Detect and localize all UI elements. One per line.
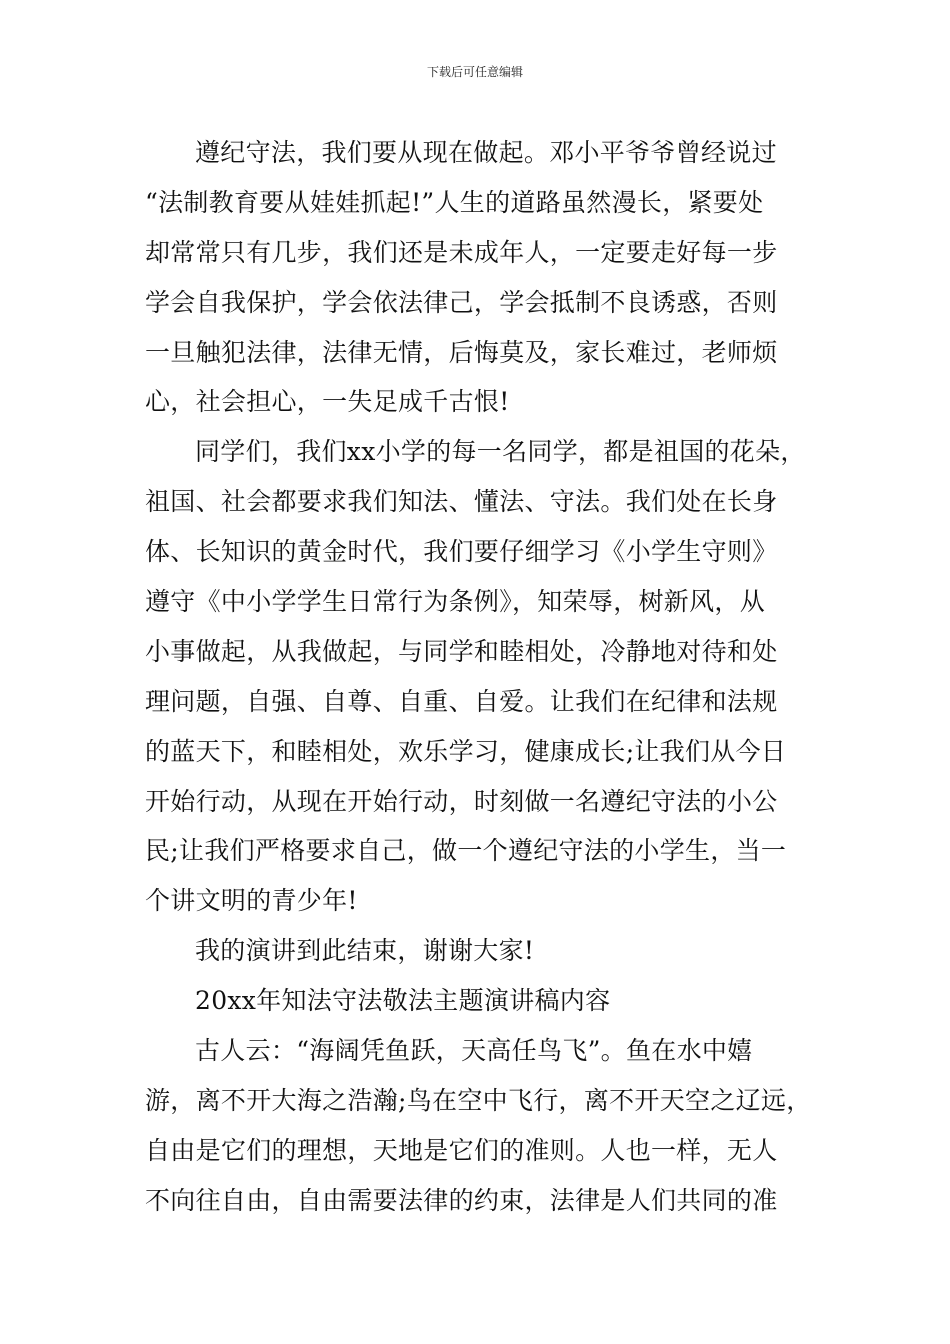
text-line: 理问题，自强、自尊、自重、自爱。让我们在纪律和法规 — [145, 686, 778, 716]
text-line: 个讲文明的青少年! — [145, 886, 358, 916]
text-line: 遵纪守法，我们要从现在做起。邓小平爷爷曾经说过 — [195, 138, 777, 167]
document-body — [145, 128, 835, 1226]
text-line: 的蓝天下，和睦相处，欢乐学习，健康成长;让我们从今日 — [145, 736, 787, 766]
text-line: 游，离不开大海之浩瀚;鸟在空中飞行，离不开天空之辽远， — [145, 1085, 812, 1115]
text-line: 体、长知识的黄金时代，我们要仔细学习《小学生守则》 — [145, 537, 778, 567]
text-line: 一旦触犯法律，法律无情，后悔莫及，家长难过，老师烦 — [145, 337, 778, 367]
text-line: 古人云：“海阔凭鱼跃，天高任鸟飞”。鱼在水中嬉 — [195, 1036, 753, 1066]
text-line: 却常常只有几步，我们还是未成年人，一定要走好每一步 — [145, 237, 778, 267]
text-line: 祖国、社会都要求我们知法、懂法、守法。我们处在长身 — [145, 487, 778, 517]
page-header: 下载后可任意编辑 — [426, 65, 523, 79]
text-line: 小事做起，从我做起，与同学和睦相处，冷静地对待和处 — [145, 636, 778, 666]
text-line: 学会自我保护，学会依法律己，学会抵制不良诱惑，否则 — [145, 287, 778, 317]
text-line: 我的演讲到此结束，谢谢大家! — [195, 936, 535, 966]
text-line: 遵守《中小学学生日常行为条例》，知荣辱，树新风，从 — [145, 587, 766, 617]
text-line: 不向往自由，自由需要法律的约束，法律是人们共同的准 — [145, 1185, 778, 1215]
section-title: 20xx年知法守法敬法主题演讲稿内容 — [195, 986, 611, 1016]
text-line: 民;让我们严格要求自己，做一个遵纪守法的小学生，当一 — [145, 836, 787, 866]
text-line: 心，社会担心，一失足成千古恨! — [145, 387, 510, 417]
text-line: “法制教育要从娃娃抓起!”人生的道路虽然漫长，紧要处 — [145, 187, 764, 217]
text-line: 自由是它们的理想，天地是它们的准则。人也一样，无人 — [145, 1135, 778, 1165]
text-line: 开始行动，从现在开始行动，时刻做一名遵纪守法的小公 — [145, 786, 778, 816]
text-line: 同学们，我们xx小学的每一名同学，都是祖国的花朵， — [195, 437, 806, 467]
